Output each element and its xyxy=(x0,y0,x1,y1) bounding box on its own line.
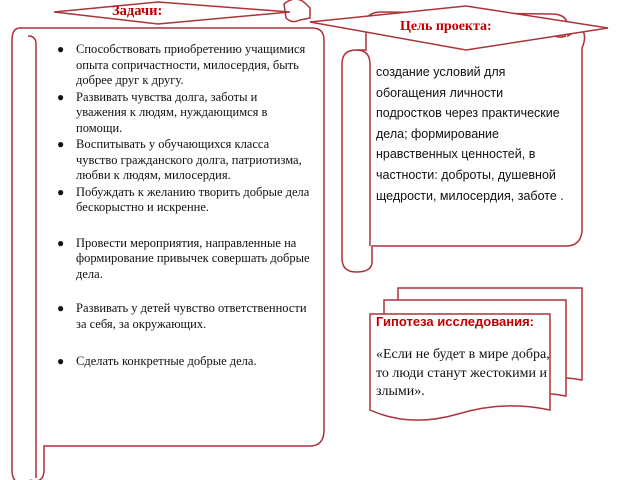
tasks-banner xyxy=(54,2,290,24)
task-item: ● Побуждать к желанию творить добрые дела бескорыстно и искренне. xyxy=(57,184,310,214)
task-item: ● Сделать конкретные добрые дела. xyxy=(57,354,257,368)
task-item: ● Развивать чувства долга, заботы и уважения к людям, нуждающимся в помощи. xyxy=(57,89,268,135)
hypothesis-text: «Если не будет в мире добра, то люди станут жестокими и злыми». xyxy=(376,347,550,399)
bullet-icon: ● xyxy=(57,301,65,315)
task-item: ● Способствовать приобретению учащимися опыта сопричастности, милосердия, быть добрее друг к другу. xyxy=(57,42,306,87)
goal-label: Цель проекта: xyxy=(400,19,492,34)
bullet-icon: ● xyxy=(57,354,65,368)
tasks-list xyxy=(52,42,310,370)
goal-text: создание условий для обогащения личности подростков через практические дела; формирование нравственных ценностей, в частности: доброты, душевной щедрости, милосердия, заботе . xyxy=(376,65,564,203)
bullet-icon: ● xyxy=(57,137,65,151)
bullet-icon: ● xyxy=(57,89,65,104)
task-item: ● Развивать у детей чувство ответственности за себя, за окружающих. xyxy=(57,301,307,331)
hypothesis-title: Гипотеза исследования: xyxy=(376,314,535,329)
bullet-icon: ● xyxy=(57,235,65,250)
tasks-label: Задачи: xyxy=(112,3,163,19)
bullet-icon: ● xyxy=(57,42,65,56)
task-item: ● Воспитывать у обучающихся класса чувство гражданского долга, патриотизма, любви к людям, милосердия. xyxy=(57,137,302,182)
bullet-icon: ● xyxy=(57,184,65,199)
task-item: ● Провести мероприятия, направленные на формирование привычек совершать добрые дела. xyxy=(57,235,310,281)
